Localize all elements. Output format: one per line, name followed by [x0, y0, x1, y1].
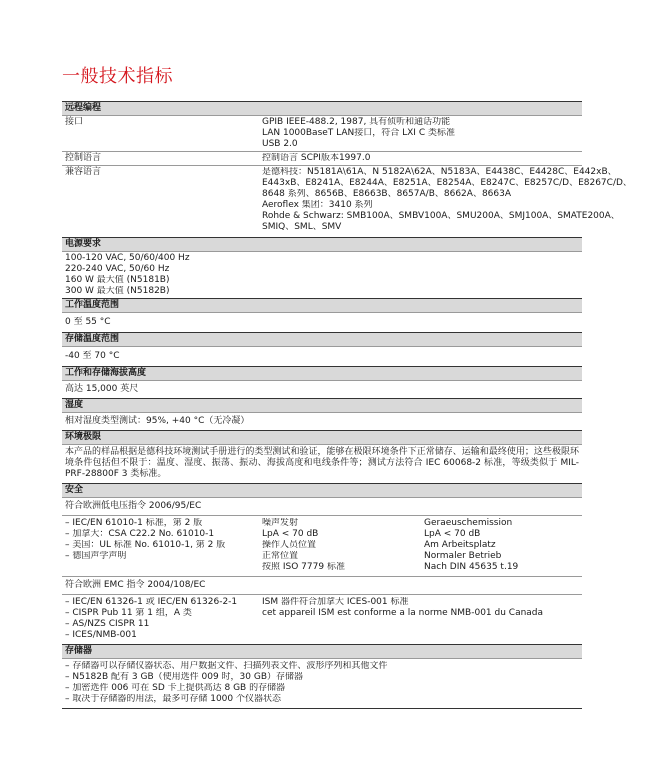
section-header-power: 电源要求	[62, 237, 582, 251]
op-temp-value: 0 至 55 °C	[62, 312, 582, 332]
value-line: Aeroflex 集团：3410 系列	[262, 200, 373, 210]
spec-table	[62, 101, 632, 709]
noise-emission-zh	[259, 518, 421, 573]
value-line: 220-240 VAC, 50/60 Hz	[65, 264, 170, 274]
emc-standards-block	[62, 594, 582, 644]
row-value	[259, 167, 635, 233]
environment-text: 本产品的样品根据是德科技环境测试手册进行的类型测试和验证，能够在极限环境条件下正常储存、运输和最终使用；这些极限环境条件包括但不限于：温度、湿度、振荡、振动、海拔高度和电线条件等；测试方法符合 IEC 60068-2 标准，等级类似于 MIL-PRF-28800F 3 类标准。	[62, 444, 582, 483]
value-line: – ICES/NMB-001	[65, 630, 137, 640]
value-line: Rohde & Schwarz: SMB100A、SMBV100A、SMU200A、SMJ100A、SMATE200A、	[262, 211, 620, 221]
value-line: – AS/NZS CISPR 11	[65, 619, 150, 629]
section-header-altitude: 工作和存储海拔高度	[62, 366, 582, 380]
value-line: Geraeuschemission	[424, 518, 513, 528]
value-line: 噪声发射	[262, 518, 299, 528]
altitude-value: 高达 15,000 英尺	[62, 380, 582, 398]
row-value: 控制语言 SCPI版本1997.0	[262, 153, 371, 163]
value-line: 操作人员位置	[262, 540, 317, 550]
value-line: – 加密选件 006 可在 SD 卡上提供高达 8 GB 的存储器	[65, 683, 286, 693]
value-line: – 取决于存储器的用法，最多可存储 1000 个仪器状态	[65, 694, 281, 704]
value-line: E443xB、E8241A、E8244A、E8251A、E8254A、E8247C、E8257C/D、E8267C/D、	[262, 178, 632, 188]
row-label: 接口	[65, 117, 84, 127]
emc-standards	[62, 597, 259, 641]
value-line: Nach DIN 45635 t.19	[424, 562, 519, 572]
value-line: LpA < 70 dB	[424, 529, 481, 539]
section-header-remote: 远程编程	[62, 101, 582, 115]
value-line: LAN 1000BaseT LAN接口，符合 LXI C 类标准	[262, 128, 455, 138]
safety-standards	[62, 518, 259, 573]
safety-lvd: 符合欧洲低电压指令 2006/95/EC	[62, 497, 582, 515]
storage-temp-value: -40 至 70 °C	[62, 346, 582, 366]
memory-values	[62, 658, 582, 708]
noise-emission-de	[421, 518, 582, 573]
value-line: 按照 ISO 7779 标准	[262, 562, 345, 572]
value-line: Normaler Betrieb	[424, 551, 502, 561]
value-line: SMIQ、SML、SMV	[262, 222, 342, 232]
value-line: – 加拿大：CSA C22.2 No. 61010-1	[65, 529, 215, 539]
value-line: ISM 器件符合加拿大 ICES-001 标准	[262, 597, 409, 607]
value-line: Am Arbeitsplatz	[424, 540, 496, 550]
value-line: – N5182B 配有 3 GB（使用选件 009 时，30 GB）存储器	[65, 672, 303, 682]
safety-standards-block	[62, 515, 582, 576]
row-value	[259, 117, 582, 150]
value-line: USB 2.0	[262, 139, 298, 149]
spec-row-interface	[62, 115, 582, 151]
value-line: 100-120 VAC, 50/60/400 Hz	[65, 253, 190, 263]
spec-row-control-language	[62, 151, 582, 165]
section-header-safety: 安全	[62, 483, 582, 497]
value-line: – IEC/EN 61010-1 标准，第 2 版	[65, 518, 203, 528]
section-header-environment: 环境极限	[62, 430, 582, 444]
safety-emc: 符合欧洲 EMC 指令 2004/108/EC	[62, 576, 582, 594]
page-title: 一般技术指标	[62, 66, 173, 87]
section-header-memory: 存储器	[62, 644, 582, 658]
section-header-humidity: 湿度	[62, 398, 582, 412]
value-line: – 美国：UL 标准 No. 61010-1, 第 2 版	[65, 540, 226, 550]
section-header-storage-temp: 存储温度范围	[62, 332, 582, 346]
row-label: 兼容语言	[65, 167, 102, 177]
spec-row-compat-language	[62, 165, 632, 234]
value-line: cet appareil ISM est conforme a la norme NMB-001 du Canada	[262, 608, 544, 618]
value-line: GPIB IEEE-488.2, 1987, 具有侦听和通话功能	[262, 117, 451, 127]
value-line: 300 W 最大值 (N5182B)	[65, 286, 170, 296]
value-line: – CISPR Pub 11 第 1 组，A 类	[65, 608, 192, 618]
value-line: – 德国声学声明	[65, 551, 127, 561]
row-label: 控制语言	[65, 153, 102, 163]
humidity-value: 相对湿度类型测试：95%, +40 °C（无冷凝）	[62, 412, 582, 430]
value-line: 是德科技：N5181A\61A、N 5182A\62A、N5183A、E4438C、E4428C、E442xB、	[262, 167, 617, 177]
value-line: LpA < 70 dB	[262, 529, 319, 539]
value-line: 正常位置	[262, 551, 299, 561]
section-header-op-temp: 工作温度范围	[62, 298, 582, 312]
value-line: 8648 系列、8656B、E8663B、8657A/B、8662A、8663A	[262, 189, 511, 199]
value-line: 160 W 最大值 (N5181B)	[65, 275, 170, 285]
table-bottom-rule	[62, 708, 582, 709]
ism-statement	[259, 597, 582, 641]
value-line: – 存储器可以存储仪器状态、用户数据文件、扫描列表文件、波形序列和其他文件	[65, 661, 388, 671]
power-values	[62, 251, 582, 298]
value-line: – IEC/EN 61326-1 或 IEC/EN 61326-2-1	[65, 597, 238, 607]
